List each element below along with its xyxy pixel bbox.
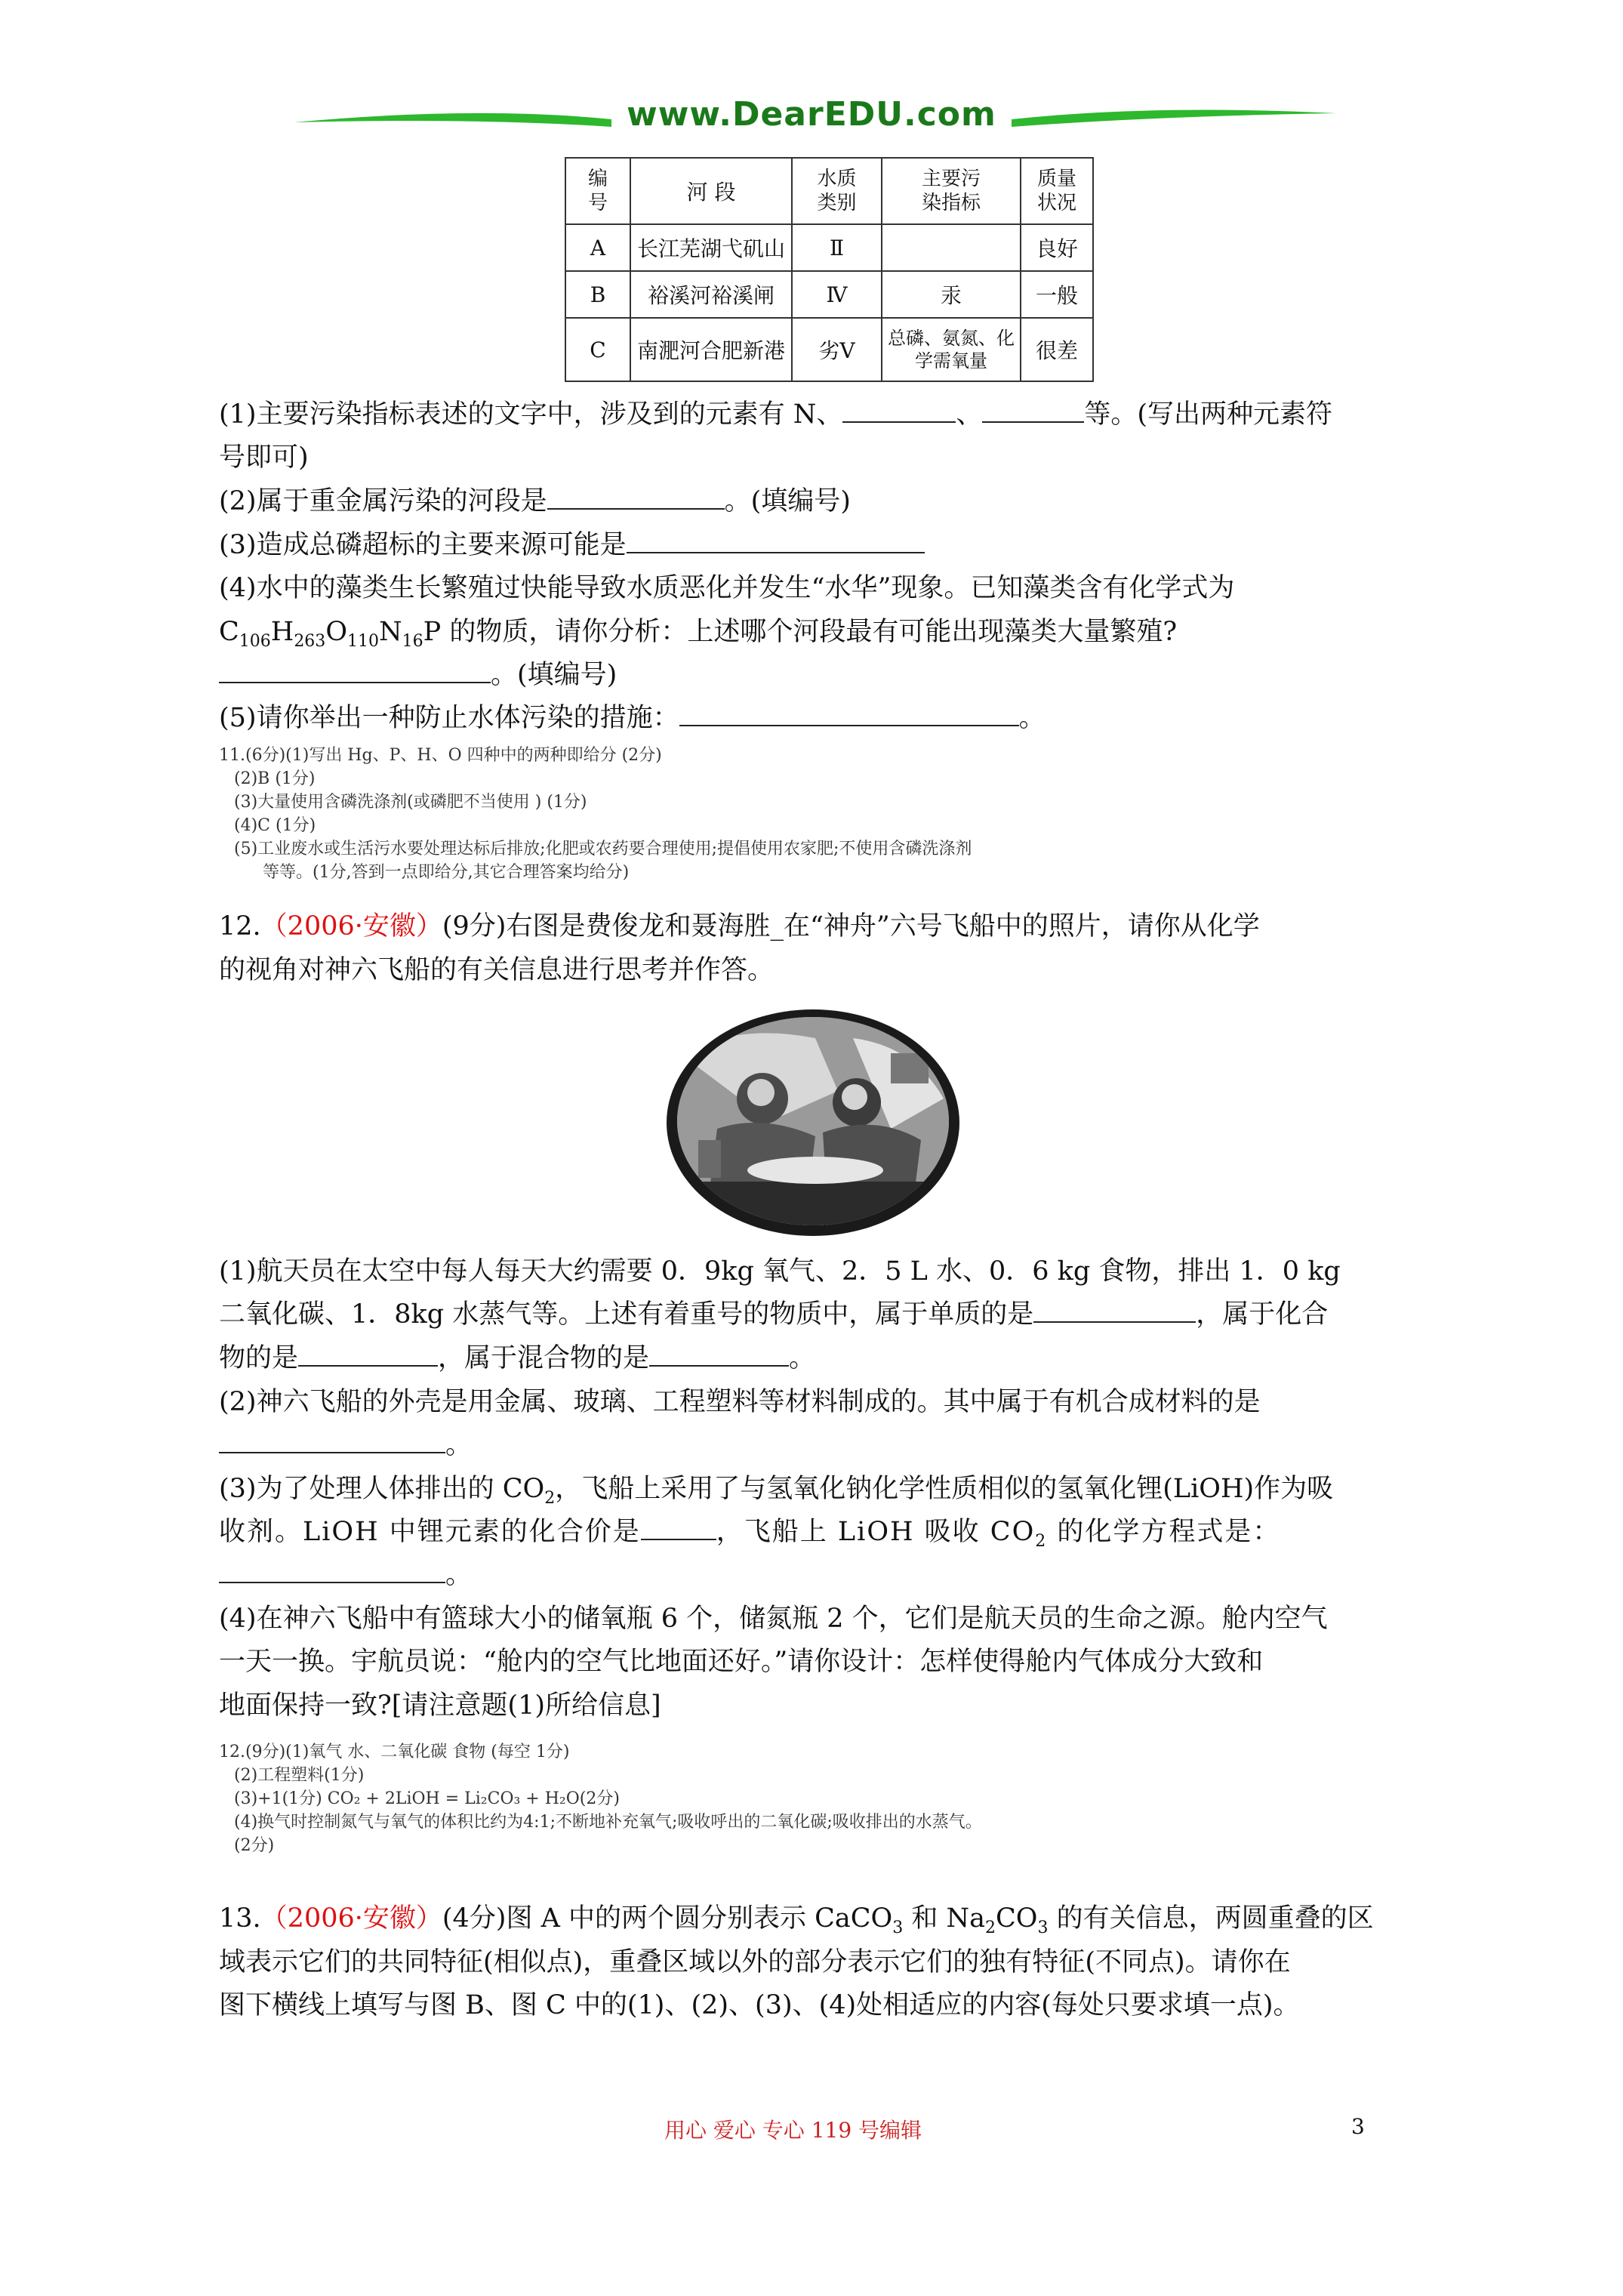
q12-p4: (4)在神六飞船中有篮球大小的储氧瓶 6 个，储氮瓶 2 个，它们是航天员的生命之源。舱内空气 <box>219 1604 1328 1634</box>
q12-p2-answer <box>219 1423 472 1467</box>
q11-p4-tail: 。(填编号) <box>491 660 617 690</box>
answer-line: 12.(9分)(1)氧气 水、二氧化碳 食物 (每空 1分) <box>219 1743 570 1761</box>
table-row <box>565 224 1093 271</box>
q12-p1-tail: 。 <box>789 1343 816 1373</box>
q12-p4-cont2: 地面保持一致?[请注意题(1)所给信息] <box>219 1690 661 1721</box>
table-header-cell: 水质 类别 <box>792 158 882 224</box>
table-cell <box>882 224 1021 271</box>
question-number: 13. <box>219 1903 261 1934</box>
table-cell: A <box>565 224 630 271</box>
subscript: 3 <box>1037 1918 1049 1937</box>
table-cell: C <box>565 318 630 381</box>
table-header-row <box>565 158 1093 224</box>
q11-p1-tail: 等。(写出两种元素符 <box>1084 399 1333 430</box>
q11-p5 <box>219 696 1046 740</box>
river-table-wrap <box>565 157 1094 382</box>
answer-blank[interactable] <box>547 485 725 510</box>
q11-p1 <box>219 393 1332 436</box>
q13-text3: CO <box>995 1903 1038 1934</box>
table-row <box>565 318 1093 381</box>
q11-p2-text: (2)属于重金属污染的河段是 <box>219 486 547 516</box>
answer-line: (3)大量使用含磷洗涤剂(或磷肥不当使用 ) (1分) <box>234 793 587 812</box>
q11-p1-text: (1)主要污染指标表述的文字中，涉及到的元素有 N、 <box>219 399 843 430</box>
table-cell: 良好 <box>1021 224 1093 271</box>
logo-text: www.DearEDU.com <box>627 95 996 134</box>
answer-blank[interactable] <box>298 1342 438 1367</box>
answer-line: (3)+1(1分) CO₂ + 2LiOH = Li₂CO₃ + H₂O(2分) <box>234 1789 620 1808</box>
q11-p3 <box>219 523 925 567</box>
table-cell: Ⅱ <box>792 224 882 271</box>
subscript: 2 <box>1035 1532 1048 1551</box>
subscript: 2 <box>544 1489 556 1508</box>
answer-blank[interactable] <box>641 1516 716 1540</box>
table-cell: 汞 <box>882 271 1021 318</box>
q11-p3-text: (3)造成总磷超标的主要来源可能是 <box>219 530 627 560</box>
q12-p3-text3: 收剂。LiOH 中锂元素的化合价是 <box>219 1517 641 1547</box>
question-number: 12. <box>219 911 261 942</box>
answer-key-11 <box>219 744 972 884</box>
q11-p4-question: 的物质，请你分析：上述哪个河段最有可能出现藻类大量繁殖? <box>441 617 1178 647</box>
q11-p1-cont: 号即可) <box>219 442 309 473</box>
table-row <box>565 271 1093 318</box>
q12-p1-text2: 物的是 <box>219 1343 299 1373</box>
river-table <box>565 157 1094 382</box>
q11-p5-text: (5)请你举出一种防止水体污染的措施： <box>219 703 679 733</box>
table-cell: 裕溪河裕溪闸 <box>630 271 792 318</box>
q12-intro <box>219 905 1260 948</box>
spacecraft-photo <box>664 1008 962 1238</box>
table-cell: Ⅳ <box>792 271 882 318</box>
answer-line: (2)工程塑料(1分) <box>234 1766 365 1785</box>
header-logo <box>287 91 1344 151</box>
answer-blank[interactable] <box>627 529 925 553</box>
table-cell: B <box>565 271 630 318</box>
q12-p1-text: 二氧化碳、1．8kg 水蒸气等。上述有着重号的物质中，属于单质的是 <box>219 1299 1034 1330</box>
q12-p3-answer <box>219 1553 472 1597</box>
answer-blank[interactable] <box>679 702 1019 726</box>
table-cell: 一般 <box>1021 271 1093 318</box>
q13-p2: 域表示它们的共同特征(相似点)，重叠区域以外的部分表示它们的独有特征(不同点)。请你在 <box>219 1947 1291 1977</box>
answer-line: (4)换气时控制氮气与氧气的体积比约为4:1;不断地补充氧气;吸收呼出的二氧化碳;吸收排出的水蒸气。 <box>234 1813 982 1832</box>
q12-intro-text: (9分)右图是费俊龙和聂海胜_在“神舟”六号飞船中的照片，请你从化学 <box>442 911 1260 942</box>
q12-p3-text: (3)为了处理人体排出的 CO <box>219 1474 545 1504</box>
q11-p2 <box>219 479 851 523</box>
answer-line: (5)工业废水或生活污水要处理达标后排放;化肥或农药要合理使用;提倡使用农家肥;不使用含磷洗涤剂 <box>234 840 972 858</box>
answer-blank[interactable] <box>219 1559 445 1583</box>
answer-blank[interactable] <box>219 1429 445 1453</box>
answer-line: (4)C (1分) <box>234 816 316 835</box>
table-cell: 南淝河合肥新港 <box>630 318 792 381</box>
table-header-cell: 河 段 <box>630 158 792 224</box>
q12-p2: (2)神六飞船的外壳是用金属、玻璃、工程塑料等材料制成的。其中属于有机合成材料的是 <box>219 1387 1261 1417</box>
q12-p2-tail: 。 <box>445 1430 473 1460</box>
answer-blank[interactable] <box>649 1342 789 1367</box>
footer-credit: 用心 爱心 专心 119 号编辑 <box>664 2118 922 2143</box>
answer-line: (2分) <box>234 1836 275 1855</box>
answer-key-12 <box>219 1740 982 1857</box>
subscript: 2 <box>984 1918 996 1937</box>
q12-p1-cont2 <box>219 1336 815 1380</box>
question-source: （2006·安徽） <box>260 1903 442 1934</box>
answer-line: (2)B (1分) <box>234 769 316 788</box>
q13-text4: 的有关信息，两圆重叠的区 <box>1048 1903 1374 1934</box>
answer-line: 11.(6分)(1)写出 Hg、P、H、O 四种中的两种即给分 (2分) <box>219 746 662 765</box>
question-source: （2006·安徽） <box>260 911 442 942</box>
q12-p3-tail: 。 <box>445 1560 473 1590</box>
q12-p1-text3: ，属于混合物的是 <box>438 1343 650 1373</box>
subscript: 3 <box>892 1918 904 1937</box>
answer-blank[interactable] <box>842 399 956 423</box>
q11-p4-answer <box>219 653 617 697</box>
answer-blank[interactable] <box>982 399 1084 423</box>
q11-p1-sep: 、 <box>956 399 983 430</box>
q12-p1-mid: ，属于化合 <box>1196 1299 1329 1330</box>
q12-p3-text2: ，飞船上采用了与氢氧化钠化学性质相似的氢氧化锂(LiOH)作为吸 <box>555 1474 1334 1504</box>
q11-p5-tail: 。 <box>1018 703 1046 733</box>
q13-text: (4分)图 A 中的两个圆分别表示 CaCO <box>442 1903 893 1934</box>
q13-p3: 图下横线上填写与图 B、图 C 中的(1)、(2)、(3)、(4)处相适应的内容(每处只要求填一点)。 <box>219 1990 1300 2020</box>
q11-p4: (4)水中的藻类生长繁殖过快能导致水质恶化并发生“水华”现象。已知藻类含有化学式为 <box>219 573 1235 603</box>
table-header-cell: 质量 状况 <box>1021 158 1093 224</box>
q12-p1: (1)航天员在太空中每人每天大约需要 0．9kg 氧气、2．5 L 水、0．6 kg 食物，排出 1．0 kg <box>219 1256 1341 1287</box>
q11-p2-tail: 。(填编号) <box>724 486 851 516</box>
answer-blank[interactable] <box>219 659 491 683</box>
page-number: 3 <box>1351 2114 1365 2139</box>
q12-p4-cont: 一天一换。宇航员说：“舱内的空气比地面还好。”请你设计：怎样使得舱内气体成分大致和 <box>219 1647 1264 1677</box>
answer-blank[interactable] <box>1033 1299 1196 1323</box>
table-cell: 长江芜湖弋矶山 <box>630 224 792 271</box>
table-header-cell: 主要污 染指标 <box>882 158 1021 224</box>
q12-intro-cont: 的视角对神六飞船的有关信息进行思考并作答。 <box>219 955 775 985</box>
q12-p3-text5: 的化学方程式是： <box>1047 1517 1281 1547</box>
table-cell: 总磷、氨氮、化学需氧量 <box>882 318 1021 381</box>
table-cell: 劣Ⅴ <box>792 318 882 381</box>
q12-p1-cont <box>219 1293 1328 1336</box>
table-cell: 很差 <box>1021 318 1093 381</box>
q12-p3-text4: ，飞船上 LiOH 吸收 CO <box>716 1517 1036 1547</box>
q13-text2: 和 Na <box>903 1903 985 1934</box>
algae-formula: $C_{106}H_{263}O_{110}N_{16}P$ <box>219 617 442 651</box>
table-header-cell: 编 号 <box>565 158 630 224</box>
answer-line: 等等。(1分,答到一点即给分,其它合理答案均给分) <box>263 863 630 882</box>
